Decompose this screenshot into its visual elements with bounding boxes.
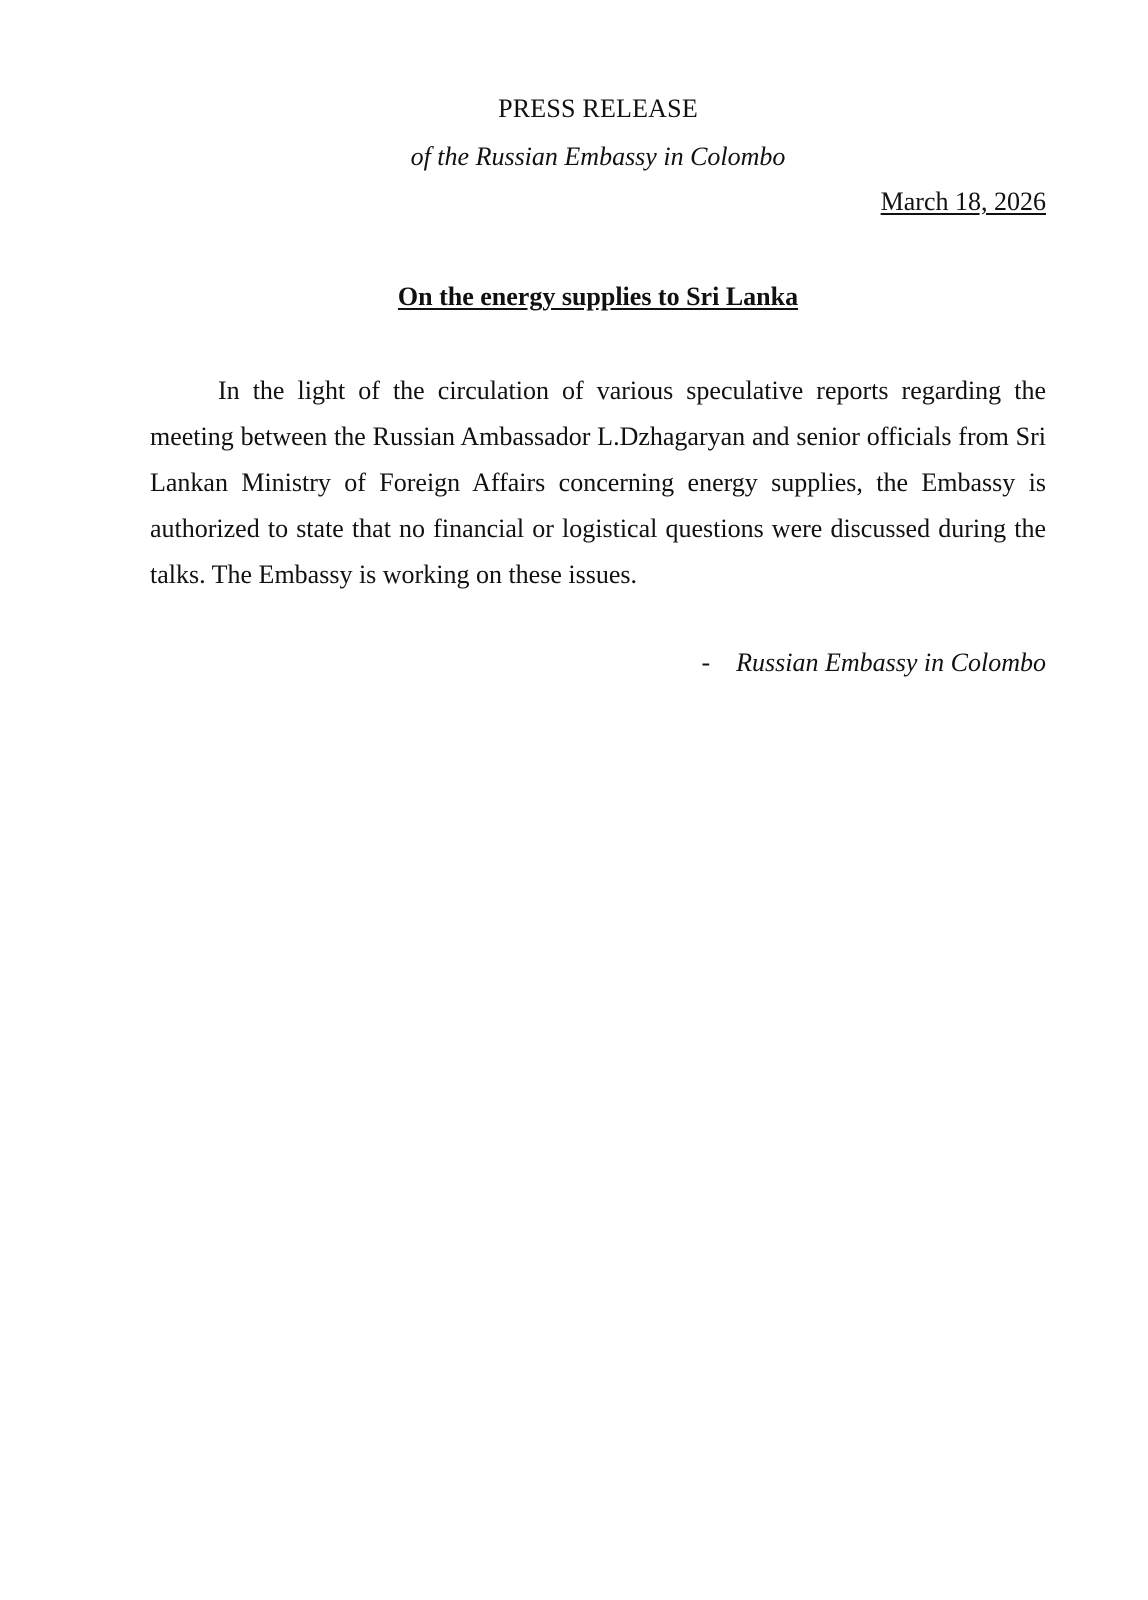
subject-title: On the energy supplies to Sri Lanka (397, 282, 799, 311)
signature-block (701, 648, 1046, 678)
signature-dash: - (701, 648, 711, 677)
body-paragraph: In the light of the circulation of various speculative reports regarding the meeting between the Russian Ambassador L.Dzhagaryan and senior officials from Sri Lankan Ministry of Foreign Affairs concerning energy supplies, the Embassy is authorized to state that no financial or logistical questions were discussed during the talks. The Embassy is working on these issues. (150, 376, 1046, 589)
release-date: March 18, 2026 (880, 187, 1046, 216)
press-release-heading: PRESS RELEASE (498, 94, 698, 123)
signature-name: Russian Embassy in Colombo (736, 648, 1046, 677)
press-release-subheading: of the Russian Embassy in Colombo (410, 142, 786, 171)
